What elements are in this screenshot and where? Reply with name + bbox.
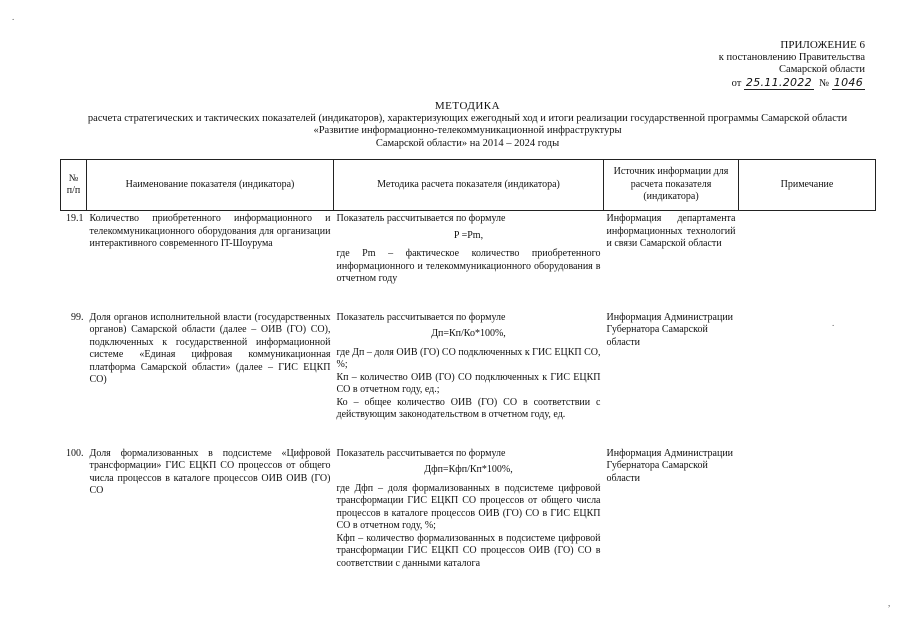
appendix-line-region: Самарской области xyxy=(779,64,865,75)
information-source: Информация Администрации Губернатора Самарской области xyxy=(606,447,734,484)
row-number: 19.1 xyxy=(66,213,84,224)
method-detail: где Pm – фактическое количество приобретенного информационного и телекоммуникационного оборудования в отчетном году xyxy=(336,248,601,284)
method-intro: Показатель рассчитывается по формуле xyxy=(336,311,506,323)
method-intro: Показатель рассчитывается по формуле xyxy=(336,213,506,224)
information-source: Информация Администрации Губернатора Самарской области xyxy=(606,311,734,348)
column-header-source: Источник информации для расчета показателя (индикатора) xyxy=(604,160,739,211)
column-header-number: № п/п xyxy=(61,160,87,211)
formula: Дфп=Кфп/Кп*100%, xyxy=(424,464,513,475)
indicator-name: Количество приобретенного информационного и телекоммуникационного оборудования для организации интерактивного современного IT-Шоурума xyxy=(89,213,331,249)
title-line-3: Самарской области» на 2014 – 2024 годы xyxy=(375,137,560,149)
row-spacer xyxy=(61,424,876,446)
method-detail: где Дфп – доля формализованных в подсистеме цифровой трансформации ГИС ЕЦКП СО процессов от общего числа процессов в каталоге процессов ОИВ (ГО) СО в ГИС ЕЦКП СО в отчетном году, %; xyxy=(336,482,601,531)
row-number: 99. xyxy=(71,311,84,323)
column-header-method: Методика расчета показателя (индикатора) xyxy=(334,160,604,211)
row-spacer xyxy=(61,288,876,310)
document-title-block xyxy=(60,100,875,150)
column-header-note: Примечание xyxy=(739,160,876,211)
note-cell xyxy=(739,310,876,424)
row-number: 100. xyxy=(66,447,84,459)
table-row xyxy=(61,310,876,424)
formula: P =Pm, xyxy=(453,229,484,241)
formula: Дп=Кп/Ко*100%, xyxy=(431,328,506,339)
method-detail: Ко – общее количество ОИВ (ГО) СО в соответствии с действующим законодательством в отчетном году, ед. xyxy=(336,396,601,420)
date-prefix: от xyxy=(731,77,742,89)
indicator-name: Доля формализованных в подсистеме «Цифровой трансформации» ГИС ЕЦКП СО процессов от общего числа процессов в каталоге процессов ОИВ ОИВ (ГО) СО xyxy=(89,447,331,496)
method-detail: Кп – количество ОИВ (ГО) СО подключенных к ГИС ЕЦКП СО в отчетном году, ед.; xyxy=(336,371,601,395)
calculation-method xyxy=(334,310,604,424)
table-row xyxy=(61,211,876,288)
information-source: Информация департамента информационных технологий и связи Самарской области xyxy=(606,213,736,249)
column-header-name: Наименование показателя (индикатора) xyxy=(87,160,334,211)
appendix-block xyxy=(675,39,865,90)
document-title: МЕТОДИКА xyxy=(434,100,501,112)
scan-speck: . xyxy=(832,318,835,328)
table-row xyxy=(61,446,876,573)
indicators-table xyxy=(60,159,876,572)
handwritten-number: 1046 xyxy=(833,75,863,89)
indicator-name: Доля органов исполнительной власти (государственных органов) Самарской области (далее – ОИВ (ГО) СО), подключенных к государственной информационной системе «Единая цифровая коммуникационная платформа Самарской области» (далее – ГИС ЕЦКП СО) xyxy=(89,311,331,385)
method-intro: Показатель рассчитывается по формуле xyxy=(336,447,506,459)
appendix-date-line xyxy=(675,77,865,91)
note-cell xyxy=(739,211,876,288)
note-cell xyxy=(739,446,876,573)
scan-speck: , xyxy=(888,598,891,608)
method-detail: Кфп – количество формализованных в подсистеме цифровой трансформации ГИС ЕЦКП СО процессов ОИВ (ГО) СО в соответствии с данными каталога xyxy=(336,532,601,569)
calculation-method xyxy=(334,211,604,288)
appendix-line-resolution: к постановлению Правительства xyxy=(718,51,865,63)
scan-speck: . xyxy=(12,12,15,22)
appendix-title: ПРИЛОЖЕНИЕ 6 xyxy=(780,39,865,51)
method-detail: где Дп – доля ОИВ (ГО) СО подключенных к ГИС ЕЦКП СО, %; xyxy=(336,346,601,370)
number-prefix: № xyxy=(819,77,830,89)
title-line-1: расчета стратегических и тактических показателей (индикаторов), характеризующих ежегодный ход и итоги реализации государственной программы Самарской области xyxy=(87,112,848,124)
table-header-row xyxy=(61,160,876,211)
calculation-method xyxy=(334,446,604,573)
handwritten-date: 25.11.2022 xyxy=(745,75,812,89)
title-line-2: «Развитие информационно-телекоммуникационной инфраструктуры xyxy=(313,125,622,136)
